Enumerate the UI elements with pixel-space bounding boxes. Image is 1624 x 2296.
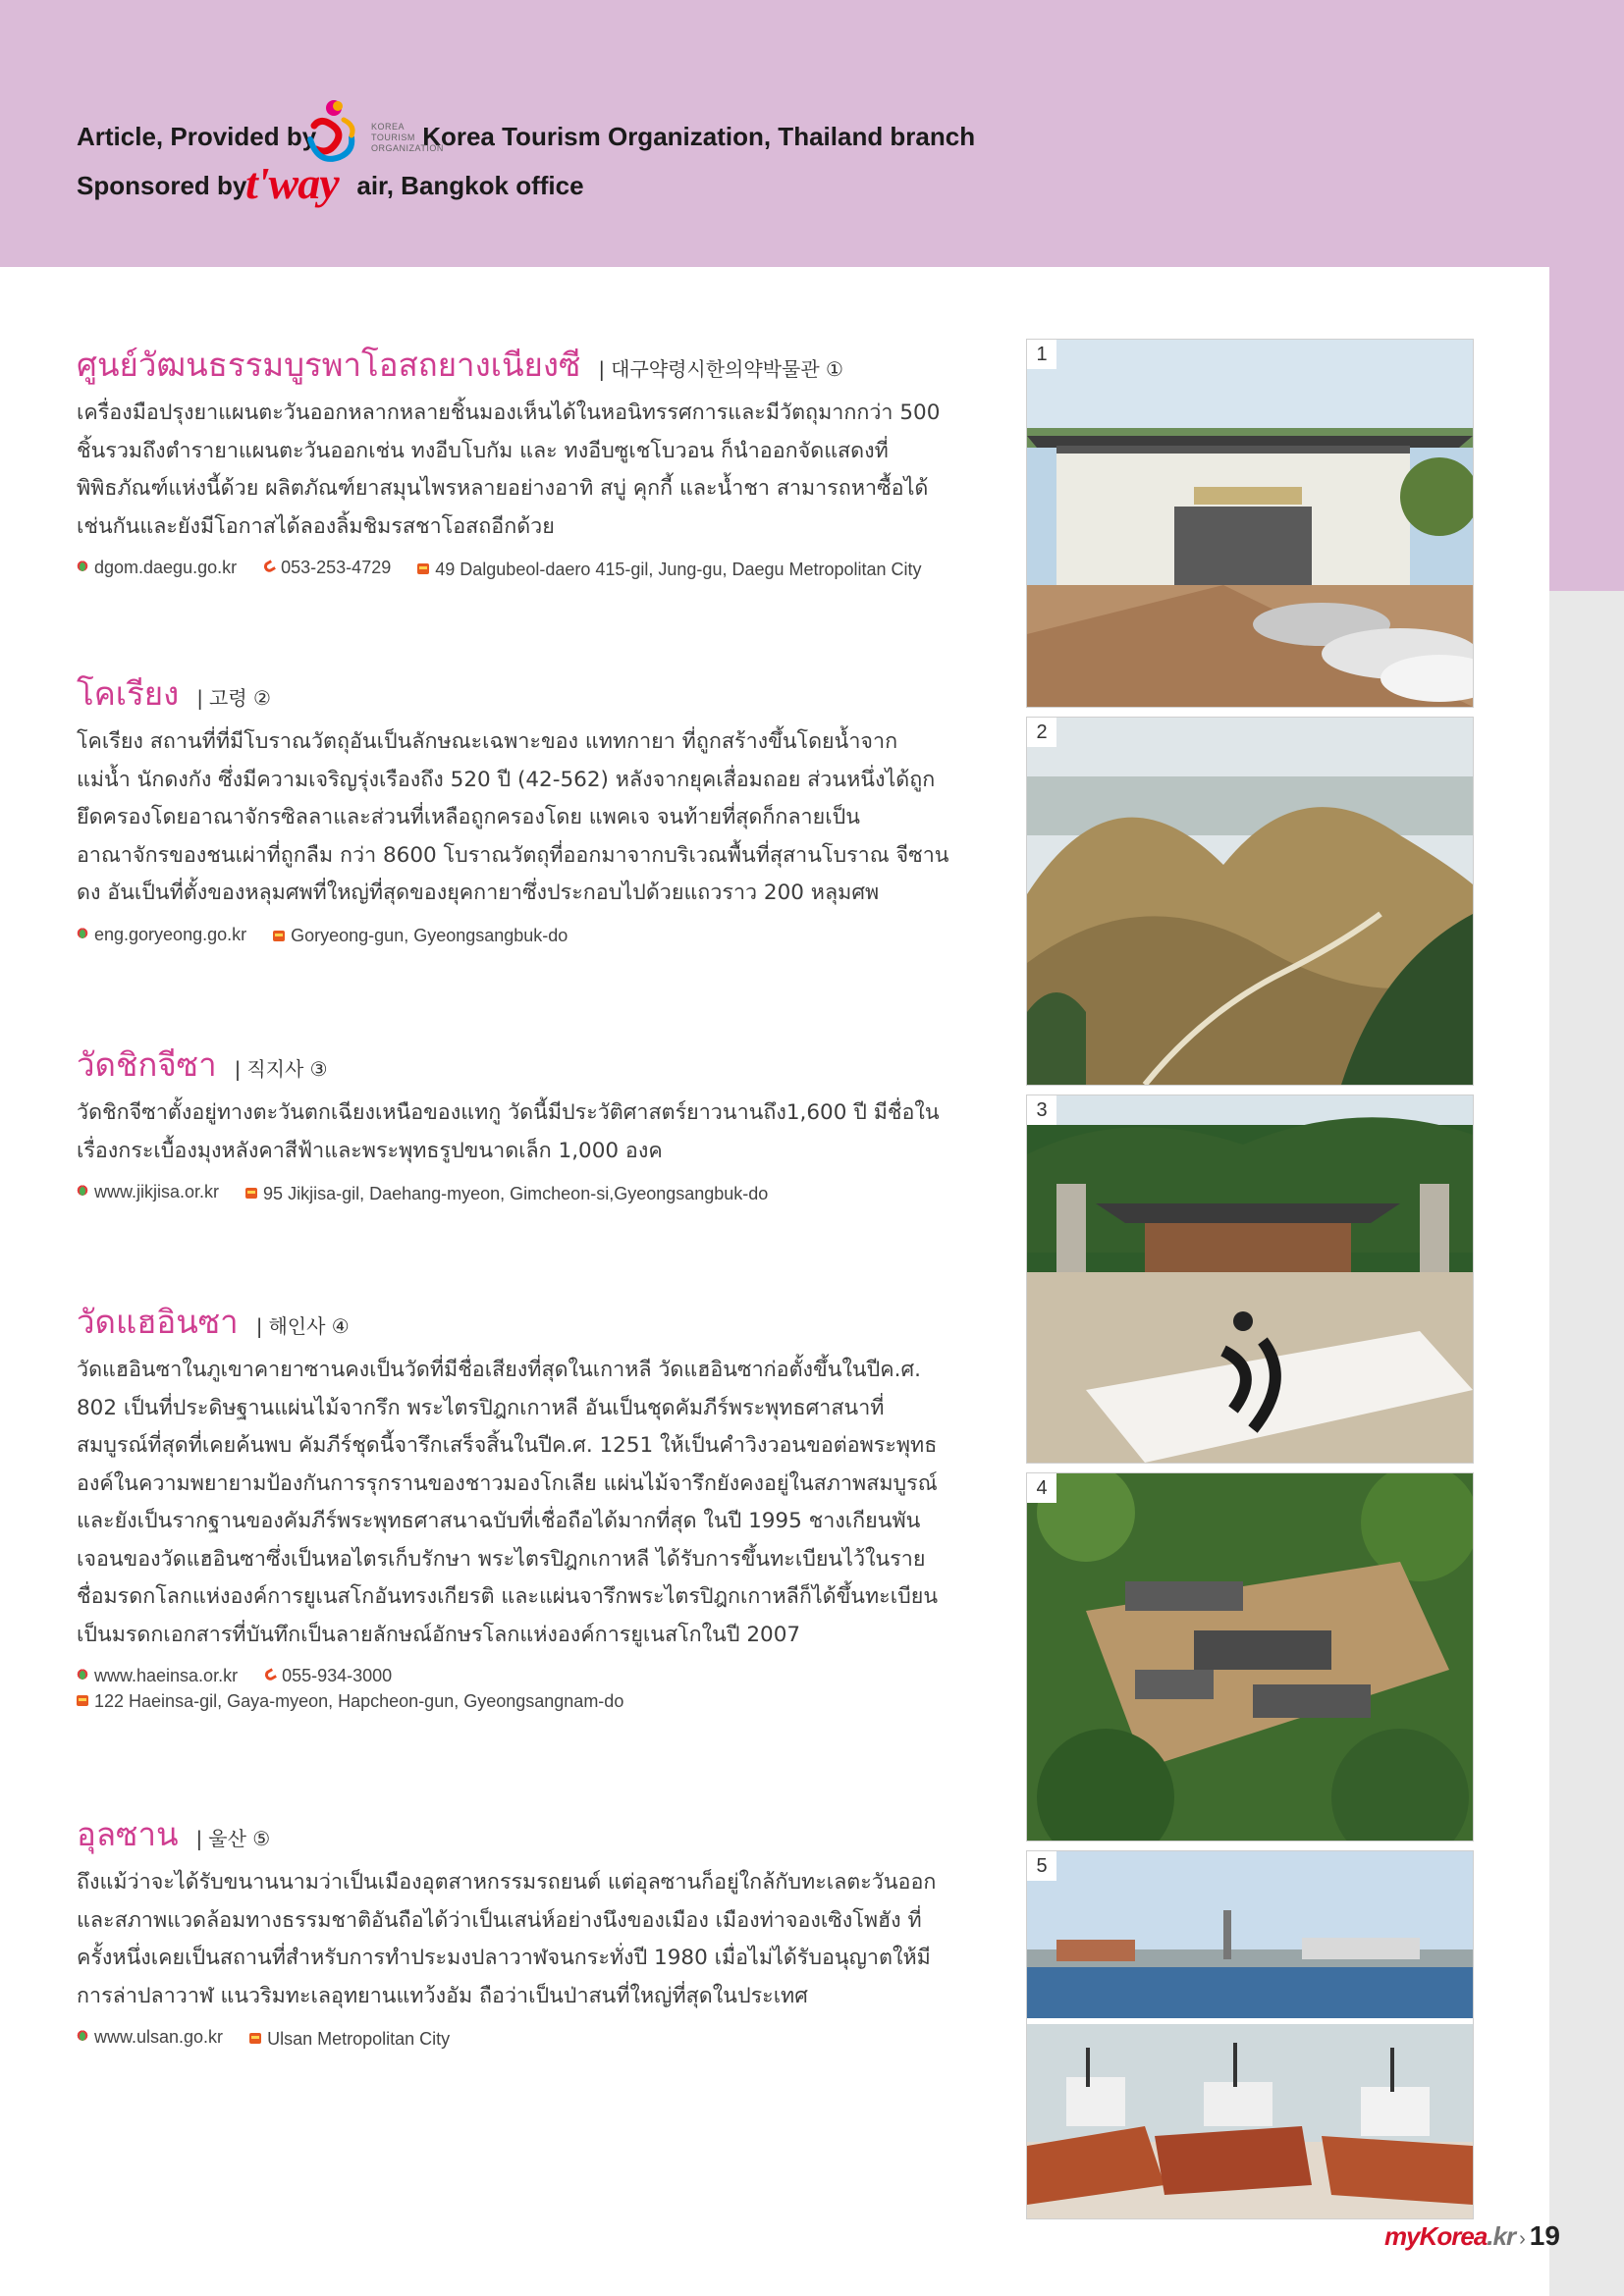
website-link[interactable]: www.jikjisa.or.kr [77,1180,219,1203]
photo-jikjisa [1026,1095,1474,1464]
phone-icon [264,1669,276,1682]
section-body: วัดชิกจีซาตั้งอยู่ทางตะวันตกเฉียงเหนือของแทกู วัดนี้มีประวัติศาสตร์ยาวนานถึง1,600 ปี มีชื่อในเรื่องกระเบื้องมุงหลังคาสีฟ้าและพระพุทธรูปขนาดเล็ก 1,000 องค [77,1100,940,1163]
section-info [77,556,950,581]
section-title-thai: วัดแฮอินซา [77,1303,239,1341]
chevron-right-icon: › [1519,2228,1526,2250]
section-title [77,1039,950,1091]
photo-burial-mounds [1026,717,1474,1086]
address-icon [245,1188,257,1199]
credit-sponsored-prefix: Sponsored by [77,171,247,200]
address: Ulsan Metropolitan City [249,2027,450,2051]
section-info [77,2025,950,2051]
tway-logo: t'way [245,158,339,208]
address-icon [273,931,285,941]
section-body: เครื่องมือปรุงยาแผนตะวันออกหลากหลายชิ้นมองเห็นได้ในหอนิทรรศการและมีวัตถุมากกว่า 500 ชิ้นรวมถึงตำรายาแผนตะวันออกเช่น ทงอีบโบกัม และ ทงอีบซูเชโบวอน ก็นำออกจัดแสดงที่พิพิธภัณฑ์แห่งนี้ด้วย ผลิตภัณฑ์ยาสมุนไพรหลายอย่างอาทิ สบู่ คุกกี้ และน้ำชา สามารถหาซื้อได้เช่นกันและยังมีโอกาสได้ลองลิ้มชิมรสชาโอสถอีกด้วย [77,400,941,539]
credit-line-provided [77,122,975,152]
photo-haeinsa [1026,1472,1474,1842]
website-link[interactable]: www.ulsan.go.kr [77,2025,223,2049]
side-accent-gray [1549,591,1624,2296]
photo-number: 2 [1027,718,1056,747]
section-haeinsa [77,1296,950,1713]
photo-number: 3 [1027,1095,1056,1125]
address-icon [77,1695,88,1706]
section-title-thai: วัดชิกจีซา [77,1045,217,1084]
section-info [77,1180,950,1205]
section-title-thai: โคเรียง [77,674,180,713]
section-title-thai: ศูนย์วัฒนธรรมบูรพาโอสถยางเนียงซี [77,346,581,384]
address: 95 Jikjisa-gil, Daehang-myeon, Gimcheon-si,Gyeongsangbuk-do [245,1182,768,1205]
credit-sponsored-suffix: air, Bangkok office [356,171,584,200]
section-title-thai: อุลซาน [77,1815,179,1853]
photo-number: 1 [1027,340,1056,369]
website-link[interactable]: eng.goryeong.go.kr [77,923,246,946]
museum-building-icon [1027,340,1473,707]
temple-aerial-icon [1027,1473,1473,1841]
section-info [77,923,950,948]
burial-mounds-icon [1027,718,1473,1085]
temple-calligraphy-icon [1027,1095,1473,1463]
credit-provided-prefix: Article, Provided by [77,122,317,151]
section-title-korean: | 직지사 ③ [234,1057,328,1081]
section-title-korean: | 해인사 ④ [255,1314,350,1338]
address: 49 Dalgubeol-daero 415-gil, Jung-gu, Daegu Metropolitan City [417,558,921,581]
section-title [77,339,950,391]
web-pin-icon [77,2030,88,2044]
section-title [77,667,950,720]
web-pin-icon [77,1669,88,1682]
web-pin-icon [77,928,88,941]
section-body: โคเรียง สถานที่ที่มีโบราณวัตถุอันเป็นลักษณะเฉพาะของ แททกายา ที่ถูกสร้างขึ้นโดยน้ำจากแม่น้ำ นักดงกัง ซึ่งมีความเจริญรุ่งเรืองถึง 520 ปี (42-562) หลังจากยุคเสื่อมถอย ส่วนหนึ่งได้ถูกยึดครองโดยอาณาจักรซิลลาและส่วนที่เหลือถูกครองโดย แพคเจ จนท้ายที่สุดก็กลายเป็นอาณาจักรของชนเผ่าที่ถูกลืม กว่า 8600 โบราณวัตถุที่ออกมาจากบริเวณพื้นที่สุสานโบราณ จีซานดง อันเป็นที่ตั้งของหลุมศพที่ใหญ่ที่สุดของยุคกายาซึ่งประกอบไปด้วยแถวราว 200 หลุมศพ [77,729,949,905]
address: 122 Haeinsa-gil, Gaya-myeon, Hapcheon-gun, Gyeongsangnam-do [77,1689,623,1713]
side-accent-pink [1549,267,1624,591]
section-title [77,1296,950,1348]
ulsan-harbor-ships-icon [1027,1851,1473,2218]
mykorea-logo: myKorea.kr [1384,2221,1516,2251]
phone-icon [263,561,275,574]
web-pin-icon [77,561,88,574]
section-body: ถึงแม้ว่าจะได้รับขนานนามว่าเป็นเมืองอุตสาหกรรมรถยนต์ แต่อุลซานก็อยู่ใกล้กับทะเลตะวันออกและสภาพแวดล้อมทางธรรมชาติอันถือได้ว่าเป็นเสน่ห์อย่างนึงของเมือง เมืองท่าจองเซิงโพฮัง ที่ครั้งหนึ่งเคยเป็นสถานที่สำหรับการทำประมงปลาวาฬจนกระทั่งปี 1980 เมื่อไม่ได้รับอนุญาตให้มีการล่าปลาวาฬ แนวริมทะเลอุทยานแทว้งอัม ถือว่าเป็นป่าสนที่ใหญ่ที่สุดในประเทศ [77,1870,937,2008]
credit-provided-suffix: Korea Tourism Organization, Thailand branch [422,122,976,151]
section-info [77,1664,950,1713]
section-goryeong [77,667,950,947]
page-number: 19 [1529,2220,1560,2251]
section-body: วัดแฮอินซาในภูเขาคายาซานคงเป็นวัดที่มีชื่อเสียงที่สุดในเกาหลี วัดแฮอินซาก่อตั้งขึ้นในปีค.ศ. 802 เป็นที่ประดิษฐานแผ่นไม้จากรึก พระไตรปิฎกเกาหลี อันเป็นชุดคัมภีร์พระพุทธศาสนาที่สมบูรณ์ที่สุดที่เคยค้นพบ คัมภีร์ชุดนี้จารึกเสร็จสิ้นในปีค.ศ. 1251 ให้เป็นคำวิงวอนขอต่อพระพุทธองค์ในความพยายามป้องกันการรุกรานของชาวมองโกเลีย แผ่นไม้จารึกยังคงอยู่ในสภาพสมบูรณ์และยังเป็นรากฐานของคัมภีร์พระพุทธศาสนาฉบับที่เชื่อถือได้มากที่สุด ในปี 1995 ชางเกียนพันเจอนของวัดแฮอินซาซึ่งเป็นหอไตรเก็บรักษา พระไตรปิฎกเกาหลี ได้รับการขึ้นทะเบียนไว้ในรายชื่อมรดกโลกแห่งองค์การยูเนสโกอันทรงเกียรติ และแผ่นจารึกพระไตรปิฎกเกาหลีก็ได้ขึ้นทะเบียนเป็นมรดกเอกสารที่บันทึกเป็นลายลักษณ์อักษรโลกแห่งองค์การยูเนสโกในปี 2007 [77,1358,939,1647]
section-jikjisa [77,1039,950,1205]
section-museum [77,339,950,581]
address-icon [249,2033,261,2044]
phone-number: 055-934-3000 [264,1664,392,1687]
page-footer [1384,2220,1560,2252]
section-title-korean: | 대구약령시한의약박물관 ① [598,357,843,381]
photo-number: 4 [1027,1473,1056,1503]
photo-museum [1026,339,1474,708]
section-ulsan [77,1808,950,2051]
phone-number: 053-253-4729 [263,556,391,579]
website-link[interactable]: www.haeinsa.or.kr [77,1664,238,1687]
address-icon [417,563,429,574]
kto-logo-text: KOREA TOURISM ORGANIZATION [371,122,444,153]
website-link[interactable]: dgom.daegu.go.kr [77,556,237,579]
photo-ulsan [1026,1850,1474,2219]
section-title [77,1808,950,1860]
address: Goryeong-gun, Gyeongsangbuk-do [273,924,568,947]
photo-number: 5 [1027,1851,1056,1881]
section-title-korean: | 고령 ② [196,686,271,710]
web-pin-icon [77,1185,88,1199]
section-title-korean: | 울산 ⑤ [195,1827,271,1850]
